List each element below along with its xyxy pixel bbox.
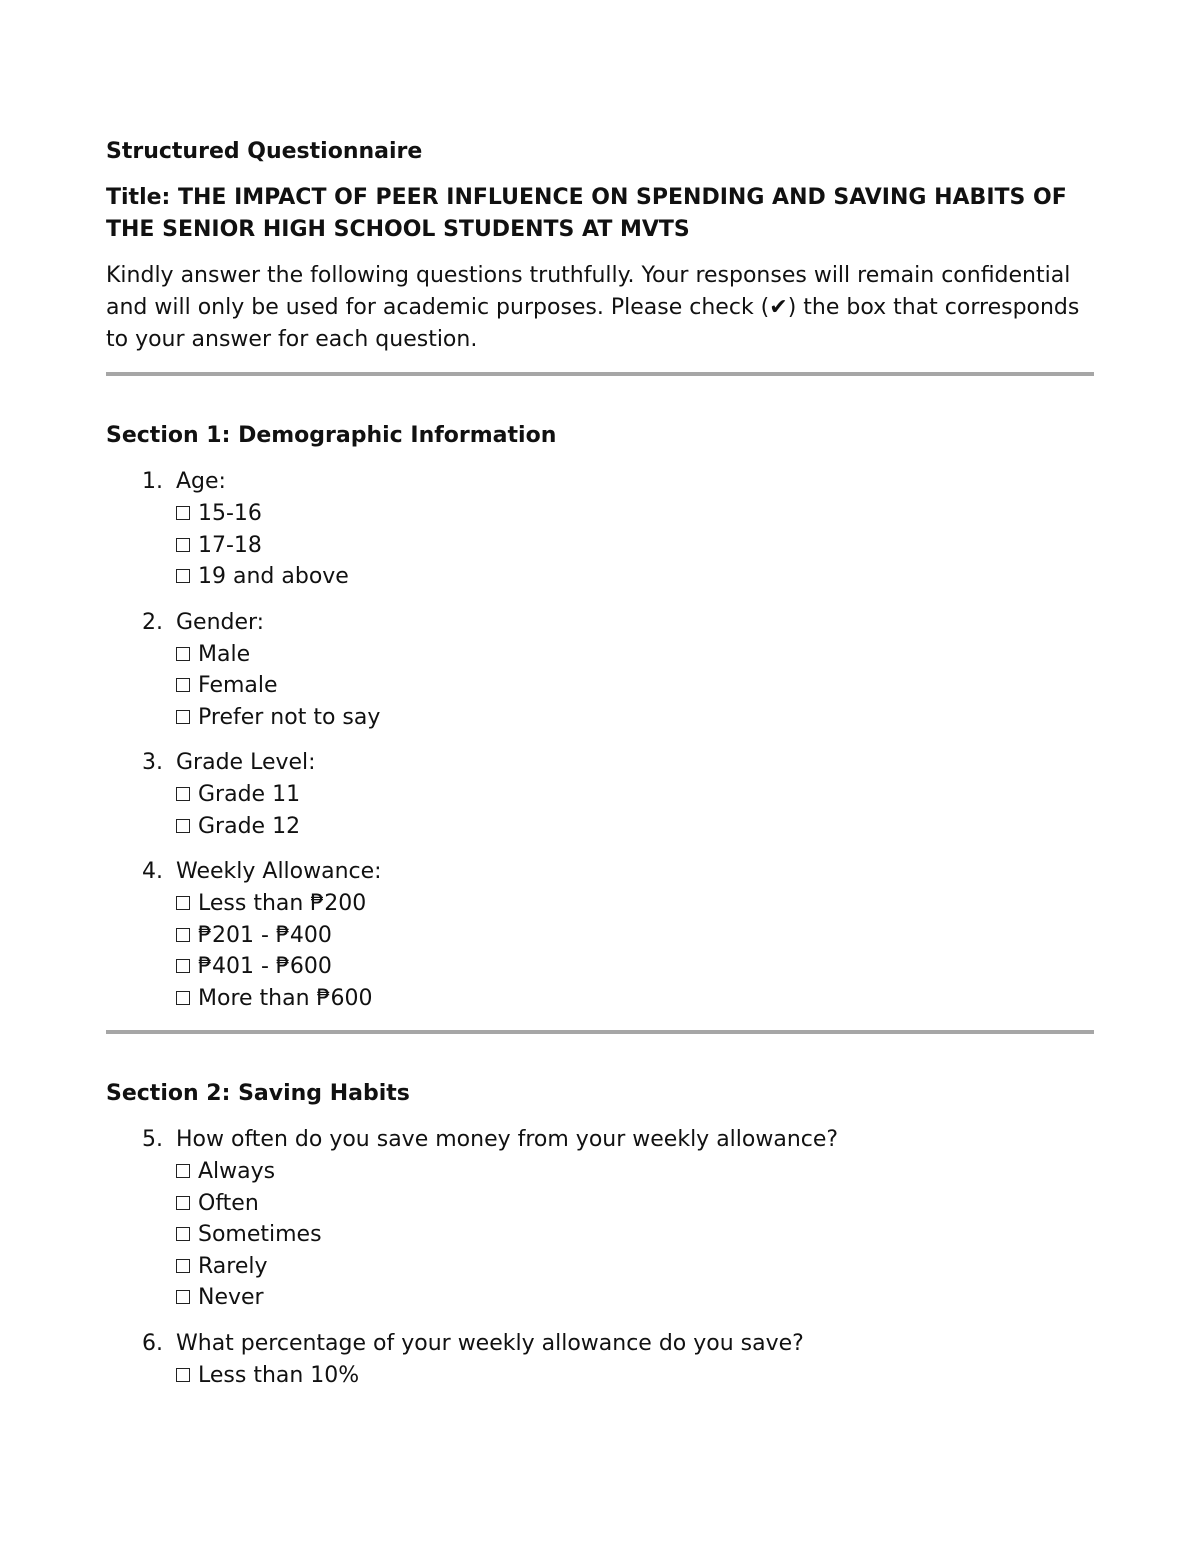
instructions-paragraph: Kindly answer the following questions truthfully. Your responses will remain confidential and will only be used for academic purposes. Please check (✔) the box that corresponds to your answer for each question. <box>106 263 1080 352</box>
question-number: 4. <box>142 859 163 884</box>
question-4 <box>106 856 1094 1014</box>
checkbox-icon[interactable] <box>176 538 190 552</box>
question-2 <box>106 607 1094 734</box>
option-allowance-401-600[interactable]: ₱401 - ₱600 <box>176 951 1094 983</box>
option-grade-12[interactable]: Grade 12 <box>176 811 1094 843</box>
option-gender-male[interactable]: Male <box>176 639 1094 671</box>
question-5 <box>106 1124 1094 1314</box>
question-number: 2. <box>142 609 163 635</box>
question-text: Age: <box>176 469 226 494</box>
option-save-always[interactable]: Always <box>176 1156 1094 1188</box>
section-1-heading: Section 1: Demographic Information <box>106 423 557 448</box>
option-save-often[interactable]: Often <box>176 1188 1094 1220</box>
checkbox-icon[interactable] <box>176 1196 190 1210</box>
question-text: How often do you save money from your weekly allowance? <box>176 1127 839 1152</box>
question-text: Grade Level: <box>176 750 316 775</box>
checkbox-icon[interactable] <box>176 991 190 1005</box>
checkbox-icon[interactable] <box>176 959 190 973</box>
checkbox-icon[interactable] <box>176 647 190 661</box>
document-heading: Structured Questionnaire <box>106 139 423 164</box>
document-title: Title: THE IMPACT OF PEER INFLUENCE ON SPENDING AND SAVING HABITS OF THE SENIOR HIGH SCHOOL STUDENTS AT MVTS <box>106 185 1067 242</box>
option-save-never[interactable]: Never <box>176 1282 1094 1314</box>
question-number: 1. <box>142 469 163 494</box>
option-allowance-more-600[interactable]: More than ₱600 <box>176 983 1094 1015</box>
option-allowance-201-400[interactable]: ₱201 - ₱400 <box>176 920 1094 952</box>
section-divider <box>106 1030 1094 1034</box>
checkbox-icon[interactable] <box>176 1227 190 1241</box>
option-age-19-above[interactable]: 19 and above <box>176 561 1094 593</box>
question-text: What percentage of your weekly allowance do you save? <box>176 1330 804 1356</box>
checkbox-icon[interactable] <box>176 1368 190 1382</box>
option-allowance-less-200[interactable]: Less than ₱200 <box>176 888 1094 920</box>
question-number: 3. <box>142 750 163 775</box>
checkbox-icon[interactable] <box>176 506 190 520</box>
option-grade-11[interactable]: Grade 11 <box>176 779 1094 811</box>
option-save-sometimes[interactable]: Sometimes <box>176 1219 1094 1251</box>
checkbox-icon[interactable] <box>176 678 190 692</box>
section-2-heading: Section 2: Saving Habits <box>106 1081 410 1106</box>
checkbox-icon[interactable] <box>176 896 190 910</box>
option-percent-less-10[interactable]: Less than 10% <box>176 1360 1094 1392</box>
checkbox-icon[interactable] <box>176 787 190 801</box>
question-text: Weekly Allowance: <box>176 859 382 884</box>
checkbox-icon[interactable] <box>176 569 190 583</box>
option-gender-prefer-not[interactable]: Prefer not to say <box>176 702 1094 734</box>
questionnaire-page <box>106 136 1094 1391</box>
checkbox-icon[interactable] <box>176 928 190 942</box>
checkbox-icon[interactable] <box>176 1164 190 1178</box>
question-3 <box>106 747 1094 842</box>
checkbox-icon[interactable] <box>176 819 190 833</box>
option-age-15-16[interactable]: 15-16 <box>176 498 1094 530</box>
section-divider <box>106 372 1094 376</box>
question-number: 6. <box>142 1330 163 1356</box>
question-1 <box>106 466 1094 593</box>
checkbox-icon[interactable] <box>176 710 190 724</box>
option-gender-female[interactable]: Female <box>176 670 1094 702</box>
option-age-17-18[interactable]: 17-18 <box>176 530 1094 562</box>
question-6 <box>106 1328 1094 1392</box>
checkbox-icon[interactable] <box>176 1259 190 1273</box>
checkbox-icon[interactable] <box>176 1290 190 1304</box>
option-save-rarely[interactable]: Rarely <box>176 1251 1094 1283</box>
question-number: 5. <box>142 1127 163 1152</box>
question-text: Gender: <box>176 609 265 635</box>
